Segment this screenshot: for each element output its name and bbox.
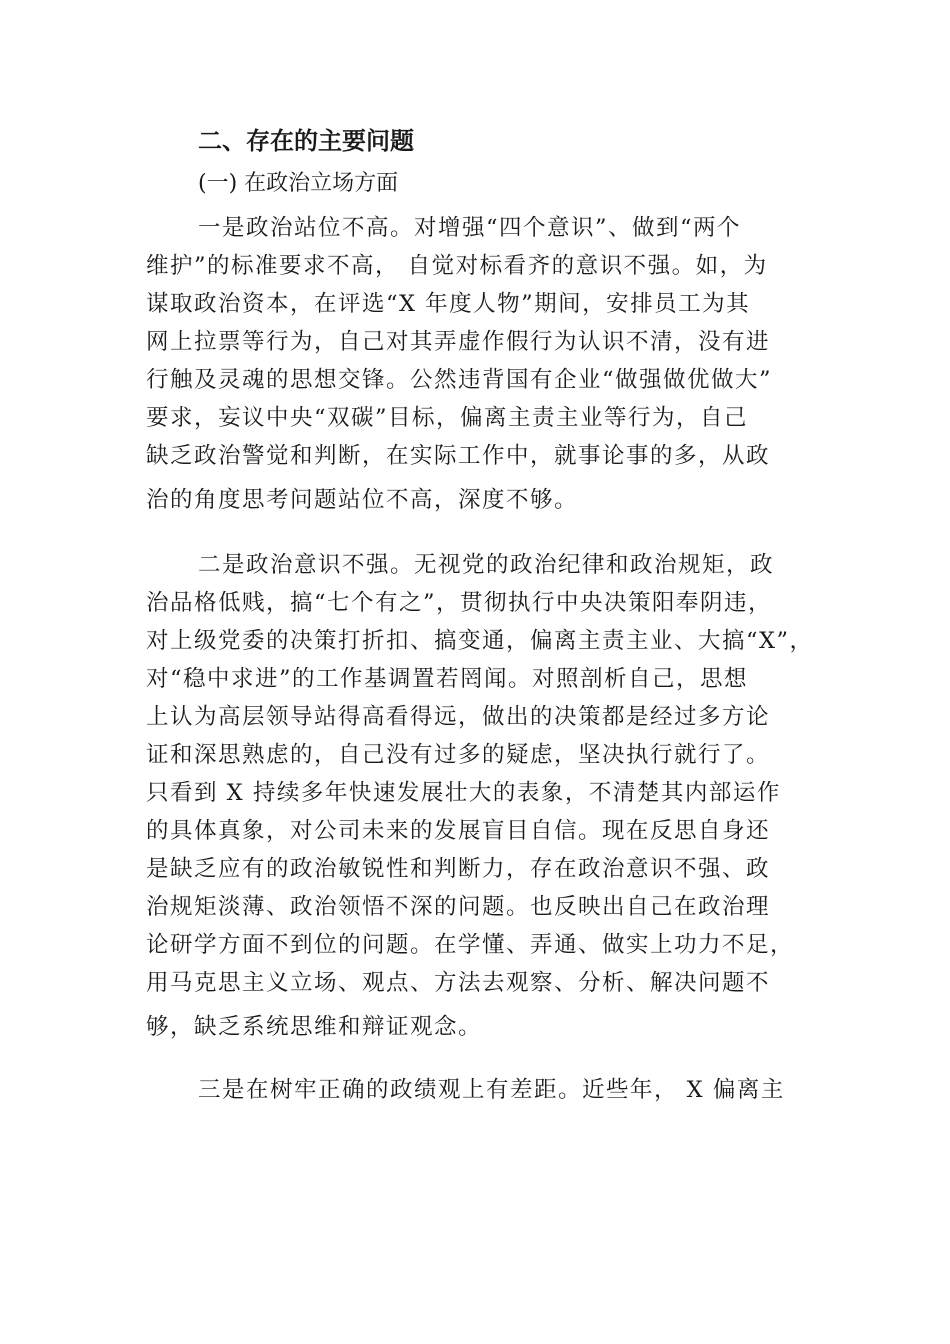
paragraph-line: 一是政治站位不高。对增强“四个意识”、做到“两个: [198, 215, 742, 241]
paragraph-line: 论研学方面不到位的问题。在学懂、弄通、做实上功力不足，: [146, 932, 795, 958]
paragraph-line: 证和深思熟虑的，自己没有过多的疑虑，坚决执行就行了。: [146, 742, 771, 768]
paragraph-line: 治品格低贱，搞“七个有之”，贯彻执行中央决策阳奉阴违，: [146, 590, 773, 616]
subsection-heading: (一) 在政治立场方面: [198, 171, 399, 196]
paragraph-performance-view: [146, 1071, 826, 1109]
paragraph-line: 用马克思主义立场、观点、方法去观察、分析、解决问题不: [146, 970, 771, 996]
paragraph-line: 只看到 X 持续多年快速发展壮大的表象，不清楚其内部运作: [146, 780, 781, 806]
paragraph-line: 上认为高层领导站得高看得远，做出的决策都是经过多方论: [146, 704, 771, 730]
paragraph-line: 网上拉票等行为，自己对其弄虚作假行为认识不清，没有进: [146, 329, 771, 355]
paragraph-line: 治的角度思考问题站位不高，深度不够。: [146, 487, 579, 513]
paragraph-line: 三是在树牢正确的政绩观上有差距。近些年， X 偏离主: [198, 1077, 785, 1103]
paragraph-line: 二是政治意识不强。无视党的政治纪律和政治规矩，政: [198, 552, 775, 578]
paragraph-line: 治规矩淡薄、政治领悟不深的问题。也反映出自己在政治理: [146, 894, 771, 920]
paragraph-political-standing: [146, 209, 826, 519]
section-heading: 二、存在的主要问题: [198, 127, 414, 155]
paragraph-political-awareness: [146, 546, 826, 1046]
paragraph-line: 缺乏政治警觉和判断，在实际工作中，就事论事的多，从政: [146, 443, 771, 469]
paragraph-line: 的具体真象，对公司未来的发展盲目自信。现在反思自身还: [146, 818, 771, 844]
paragraph-line: 够，缺乏系统思维和辩证观念。: [146, 1014, 483, 1040]
paragraph-line: 对上级党委的决策打折扣、搞变通，偏离主责主业、大搞“X”，: [146, 628, 814, 654]
paragraph-line: 维护”的标准要求不高， 自觉对标看齐的意识不强。如，为: [146, 253, 768, 279]
paragraph-line: 要求，妄议中央“双碳”目标，偏离主责主业等行为，自己: [146, 405, 749, 431]
paragraph-line: 谋取政治资本，在评选“X 年度人物”期间，安排员工为其: [146, 291, 751, 317]
paragraph-line: 对“稳中求进”的工作基调置若罔闻。对照剖析自己，思想: [146, 666, 749, 692]
paragraph-line: 行触及灵魂的思想交锋。公然违背国有企业“做强做优做大”: [146, 367, 773, 393]
paragraph-line: 是缺乏应有的政治敏锐性和判断力，存在政治意识不强、政: [146, 856, 771, 882]
